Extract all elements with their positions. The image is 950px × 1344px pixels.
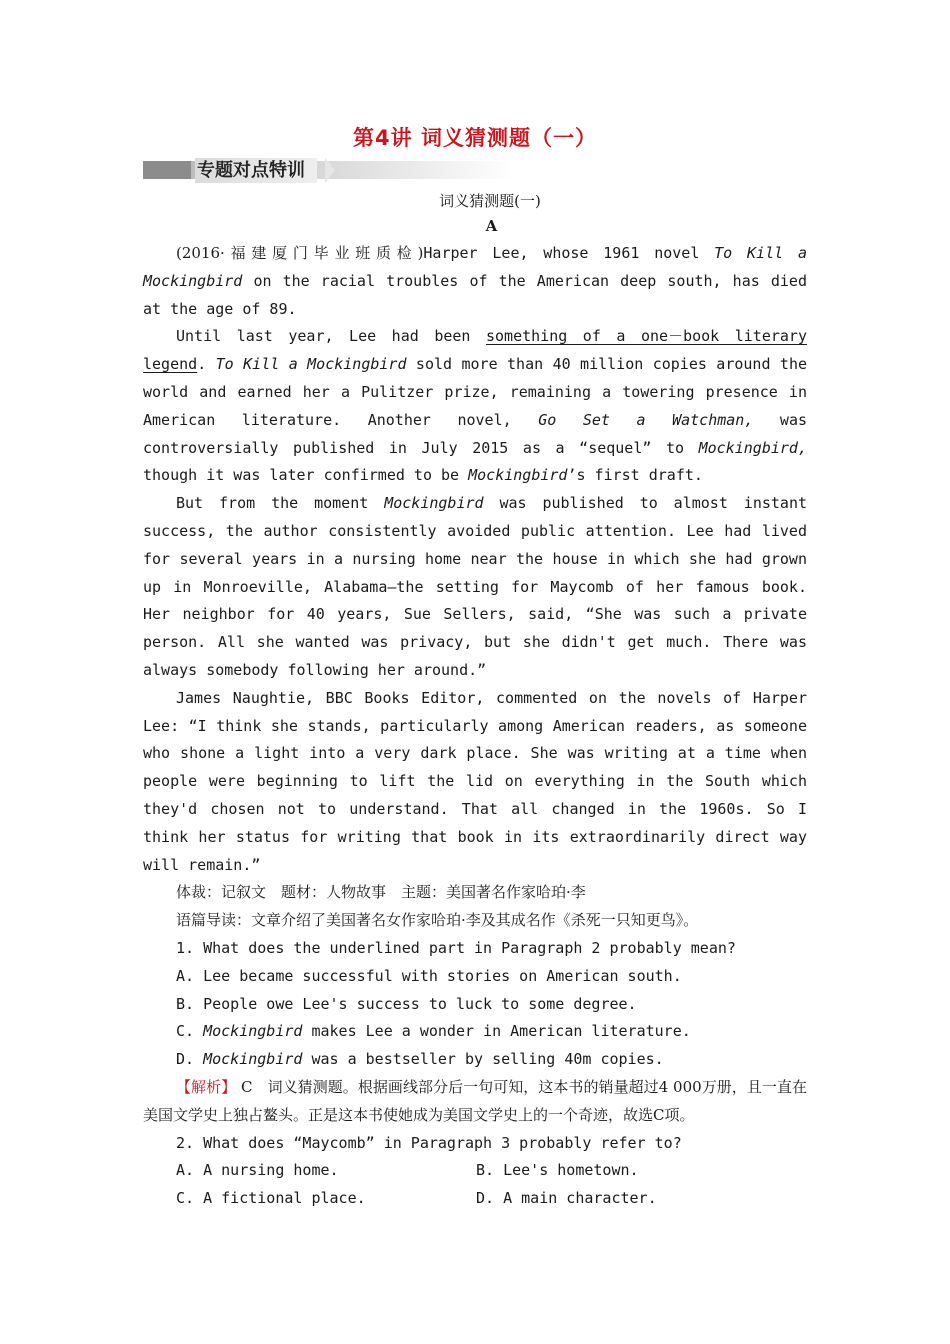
analysis-text: C 词义猜测题。根据画线部分后一句可知，这本书的销量超过4 000万册，且一直在美国文学史上独占鳌头。正是这本书使她成为美国文学史上的一个奇迹，故选C项。 (143, 1077, 807, 1124)
guide-line: 语篇导读：文章介绍了美国著名女作家哈珀·李及其成名作《杀死一只知更鸟》。 (176, 911, 699, 930)
text-span: Harper Lee, whose 1961 novel (423, 244, 715, 262)
question-2-option-c: C. A fictional place. (176, 1189, 366, 1208)
question-1-option-c (143, 1018, 807, 1046)
book-title: To Kill a Mockingbird (143, 244, 807, 290)
paragraph-4: James Naughtie, BBC Books Editor, commented on the novels of Harper Lee: “I think she stands, particularly among American readers, as someone who shone a light into a very dark place. She was writing at a time when people were beginning to lift the lid on everything in the South which they'd chosen not to understand. That all changed in the 1960s. So I think her status for writing that book in its extraordinarily direct way will remain.” (143, 688, 807, 874)
passage-content (143, 240, 807, 1213)
text-span: on the racial troubles of the American deep south, has died at the age of 89. (143, 271, 807, 318)
underlined-phrase: something of a one－book literary legend (143, 327, 807, 374)
page-title: 第4讲 词义猜测题（一） (353, 126, 597, 150)
text-span: though it was later confirmed to be (143, 466, 469, 485)
book-title: Go Set a Watchman, (538, 410, 754, 429)
banner-arrow-icon (325, 158, 335, 183)
question-1-analysis (143, 1074, 807, 1130)
banner-label: 专题对点特训 (195, 158, 317, 183)
text-span: D. (176, 1050, 204, 1069)
question-1-option-d (143, 1046, 807, 1074)
text-span: was controversially published in July 2015 as a “sequel” to (143, 410, 808, 457)
banner-dark-block (143, 161, 191, 179)
text-span: ’s first draft. (567, 466, 703, 485)
question-2-option-b: B. Lee's hometown. (476, 1161, 639, 1180)
passage-letter: A (485, 217, 498, 235)
text-span: Until last year, Lee had been (176, 327, 486, 346)
question-2-options-row-2 (143, 1185, 807, 1213)
book-title: To Kill a Mockingbird (215, 355, 407, 374)
book-title: Mockingbird (468, 466, 568, 485)
text-span: sold more than 40 million copies around the world and earned her a Pulitzer prize, remaining a towering presence in American literature. Another novel, (143, 355, 808, 429)
book-title: Mockingbird (203, 1050, 303, 1069)
text-span: C. (176, 1022, 204, 1041)
paragraph-1 (143, 240, 807, 323)
section-banner (143, 158, 513, 183)
question-1-option-b: B. People owe Lee's success to luck to some degree. (176, 994, 637, 1013)
book-title: Mockingbird (384, 494, 484, 513)
question-2-option-d: D. A main character. (476, 1189, 657, 1208)
source-note: (2016·福建厦门毕业班质检) (176, 244, 424, 262)
genre-line: 体裁：记叙文 题材：人物故事 主题：美国著名作家哈珀·李 (176, 883, 586, 902)
question-2-option-a: A. A nursing home. (176, 1161, 339, 1180)
question-2-options-row-1 (143, 1157, 807, 1185)
analysis-tag: 【解析】 (176, 1077, 237, 1096)
text-span: was a bestseller by selling 40m copies. (302, 1050, 664, 1069)
paragraph-3 (143, 490, 807, 685)
question-2-stem: 2. What does “Maycomb” in Paragraph 3 probably refer to? (176, 1133, 682, 1152)
text-span: . (197, 355, 216, 374)
text-span: was published to almost instant success, the author consistently avoided public attention. Lee had lived for several years in a nursing home near the house in which she had grown up in Monroeville, Alabama—the setting for Maycomb of her famous book. Her neighbor for 40 years, Sue Sellers, said, “She was such a private person. All she wanted was privacy, but she didn't get much. There was always somebody following her around.” (143, 494, 808, 679)
section-subtitle: 词义猜测题(一) (439, 192, 541, 210)
text-span: makes Lee a wonder in American literature. (302, 1022, 691, 1041)
text-span: But from the moment (176, 494, 385, 513)
paragraph-2 (143, 323, 807, 490)
book-title: Mockingbird (203, 1022, 303, 1041)
book-title: Mockingbird, (698, 438, 807, 457)
question-1-option-a: A. Lee became successful with stories on American south. (176, 966, 682, 985)
question-1-stem: 1. What does the underlined part in Paragraph 2 probably mean? (176, 938, 736, 957)
